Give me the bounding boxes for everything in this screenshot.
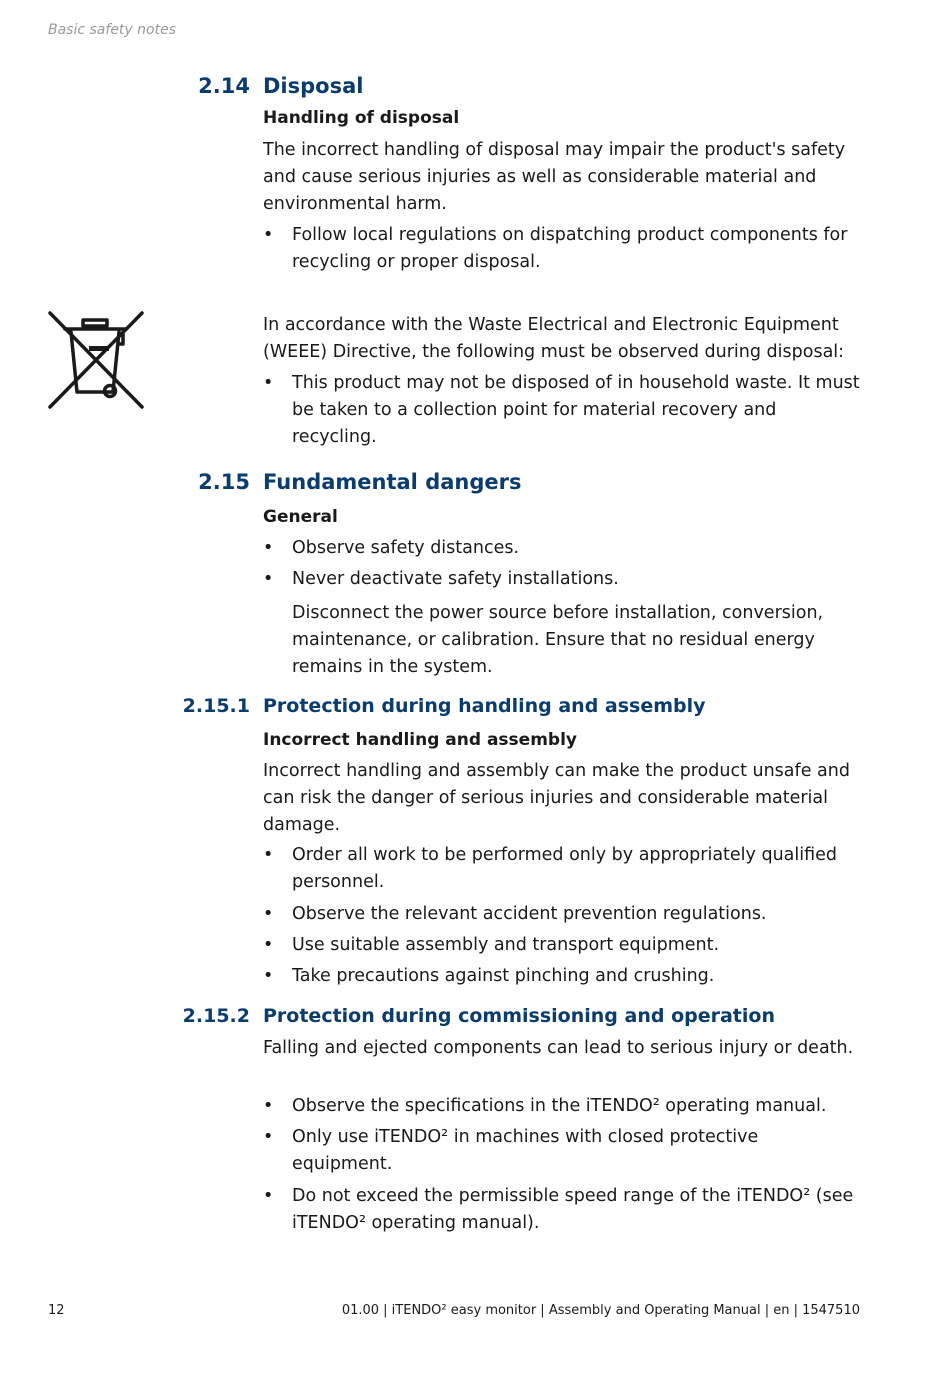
bullet-icon: • <box>263 1127 274 1147</box>
disposal-intro: The incorrect handling of disposal may impair the product's safety and cause serious injuries as well as considerable material and environmental harm. <box>263 140 846 214</box>
list-item: • Observe the specifications in the iTENDO² operating manual. <box>263 1093 863 1120</box>
section-number-2-15-2: 2.15.2 <box>182 1005 250 1027</box>
section-number-2-15: 2.15 <box>198 470 250 494</box>
running-header: Basic safety notes <box>48 22 176 38</box>
list-item: • Follow local regulations on dispatching product components for recycling or proper disposal. <box>263 222 863 276</box>
list-item: • Do not exceed the permissible speed range of the iTENDO² (see iTENDO² operating manual). <box>263 1183 863 1237</box>
bullet-icon: • <box>263 569 274 589</box>
bullet-icon: • <box>263 1096 274 1116</box>
bullet-icon: • <box>263 845 274 865</box>
list-item: • Take precautions against pinching and crushing. <box>263 963 863 990</box>
bullet-icon: • <box>263 225 274 245</box>
list-item: • Only use iTENDO² in machines with closed protective equipment. <box>263 1124 863 1178</box>
bullet-icon: • <box>263 1186 274 1206</box>
list-item: • This product may not be disposed of in household waste. It must be taken to a collection point for material recovery and recycling. <box>263 370 863 451</box>
bullet-icon: • <box>263 966 274 986</box>
operation-intro: Falling and ejected components can lead to serious injury or death. <box>263 1038 854 1058</box>
list-item: • Use suitable assembly and transport equipment. <box>263 932 863 959</box>
weee-bin-icon <box>45 310 147 412</box>
section-number-2-14: 2.14 <box>198 74 250 98</box>
bullet-icon: • <box>263 373 274 393</box>
list-item: • Order all work to be performed only by appropriately qualified personnel. <box>263 842 863 896</box>
power-disconnect-note: Disconnect the power source before installation, conversion, maintenance, or calibration. Ensure that no residual energy remains in the system. <box>292 603 824 677</box>
section-title-handling-assembly: Protection during handling and assembly <box>263 695 706 717</box>
page-number: 12 <box>48 1303 65 1318</box>
section-title-commissioning-operation: Protection during commissioning and operation <box>263 1005 775 1027</box>
subheading-incorrect-handling: Incorrect handling and assembly <box>263 730 577 750</box>
subheading-handling-of-disposal: Handling of disposal <box>263 108 460 128</box>
list-item: • Observe safety distances. <box>263 535 863 562</box>
bullet-icon: • <box>263 935 274 955</box>
bullet-icon: • <box>263 538 274 558</box>
section-title-disposal: Disposal <box>263 74 364 98</box>
weee-directive-text: In accordance with the Waste Electrical and Electronic Equipment (WEEE) Directive, the following must be observed during disposal: <box>263 315 845 362</box>
bullet-icon: • <box>263 904 274 924</box>
handling-intro: Incorrect handling and assembly can make the product unsafe and can risk the danger of serious injuries and considerable material damage. <box>263 761 850 835</box>
section-number-2-15-1: 2.15.1 <box>182 695 250 717</box>
section-title-fundamental-dangers: Fundamental dangers <box>263 470 522 494</box>
list-item: • Never deactivate safety installations. <box>263 566 863 593</box>
document-footer: 01.00 | iTENDO² easy monitor | Assembly and Operating Manual | en | 1547510 <box>341 1303 860 1318</box>
list-item: • Observe the relevant accident prevention regulations. <box>263 901 863 928</box>
subheading-general: General <box>263 507 338 527</box>
